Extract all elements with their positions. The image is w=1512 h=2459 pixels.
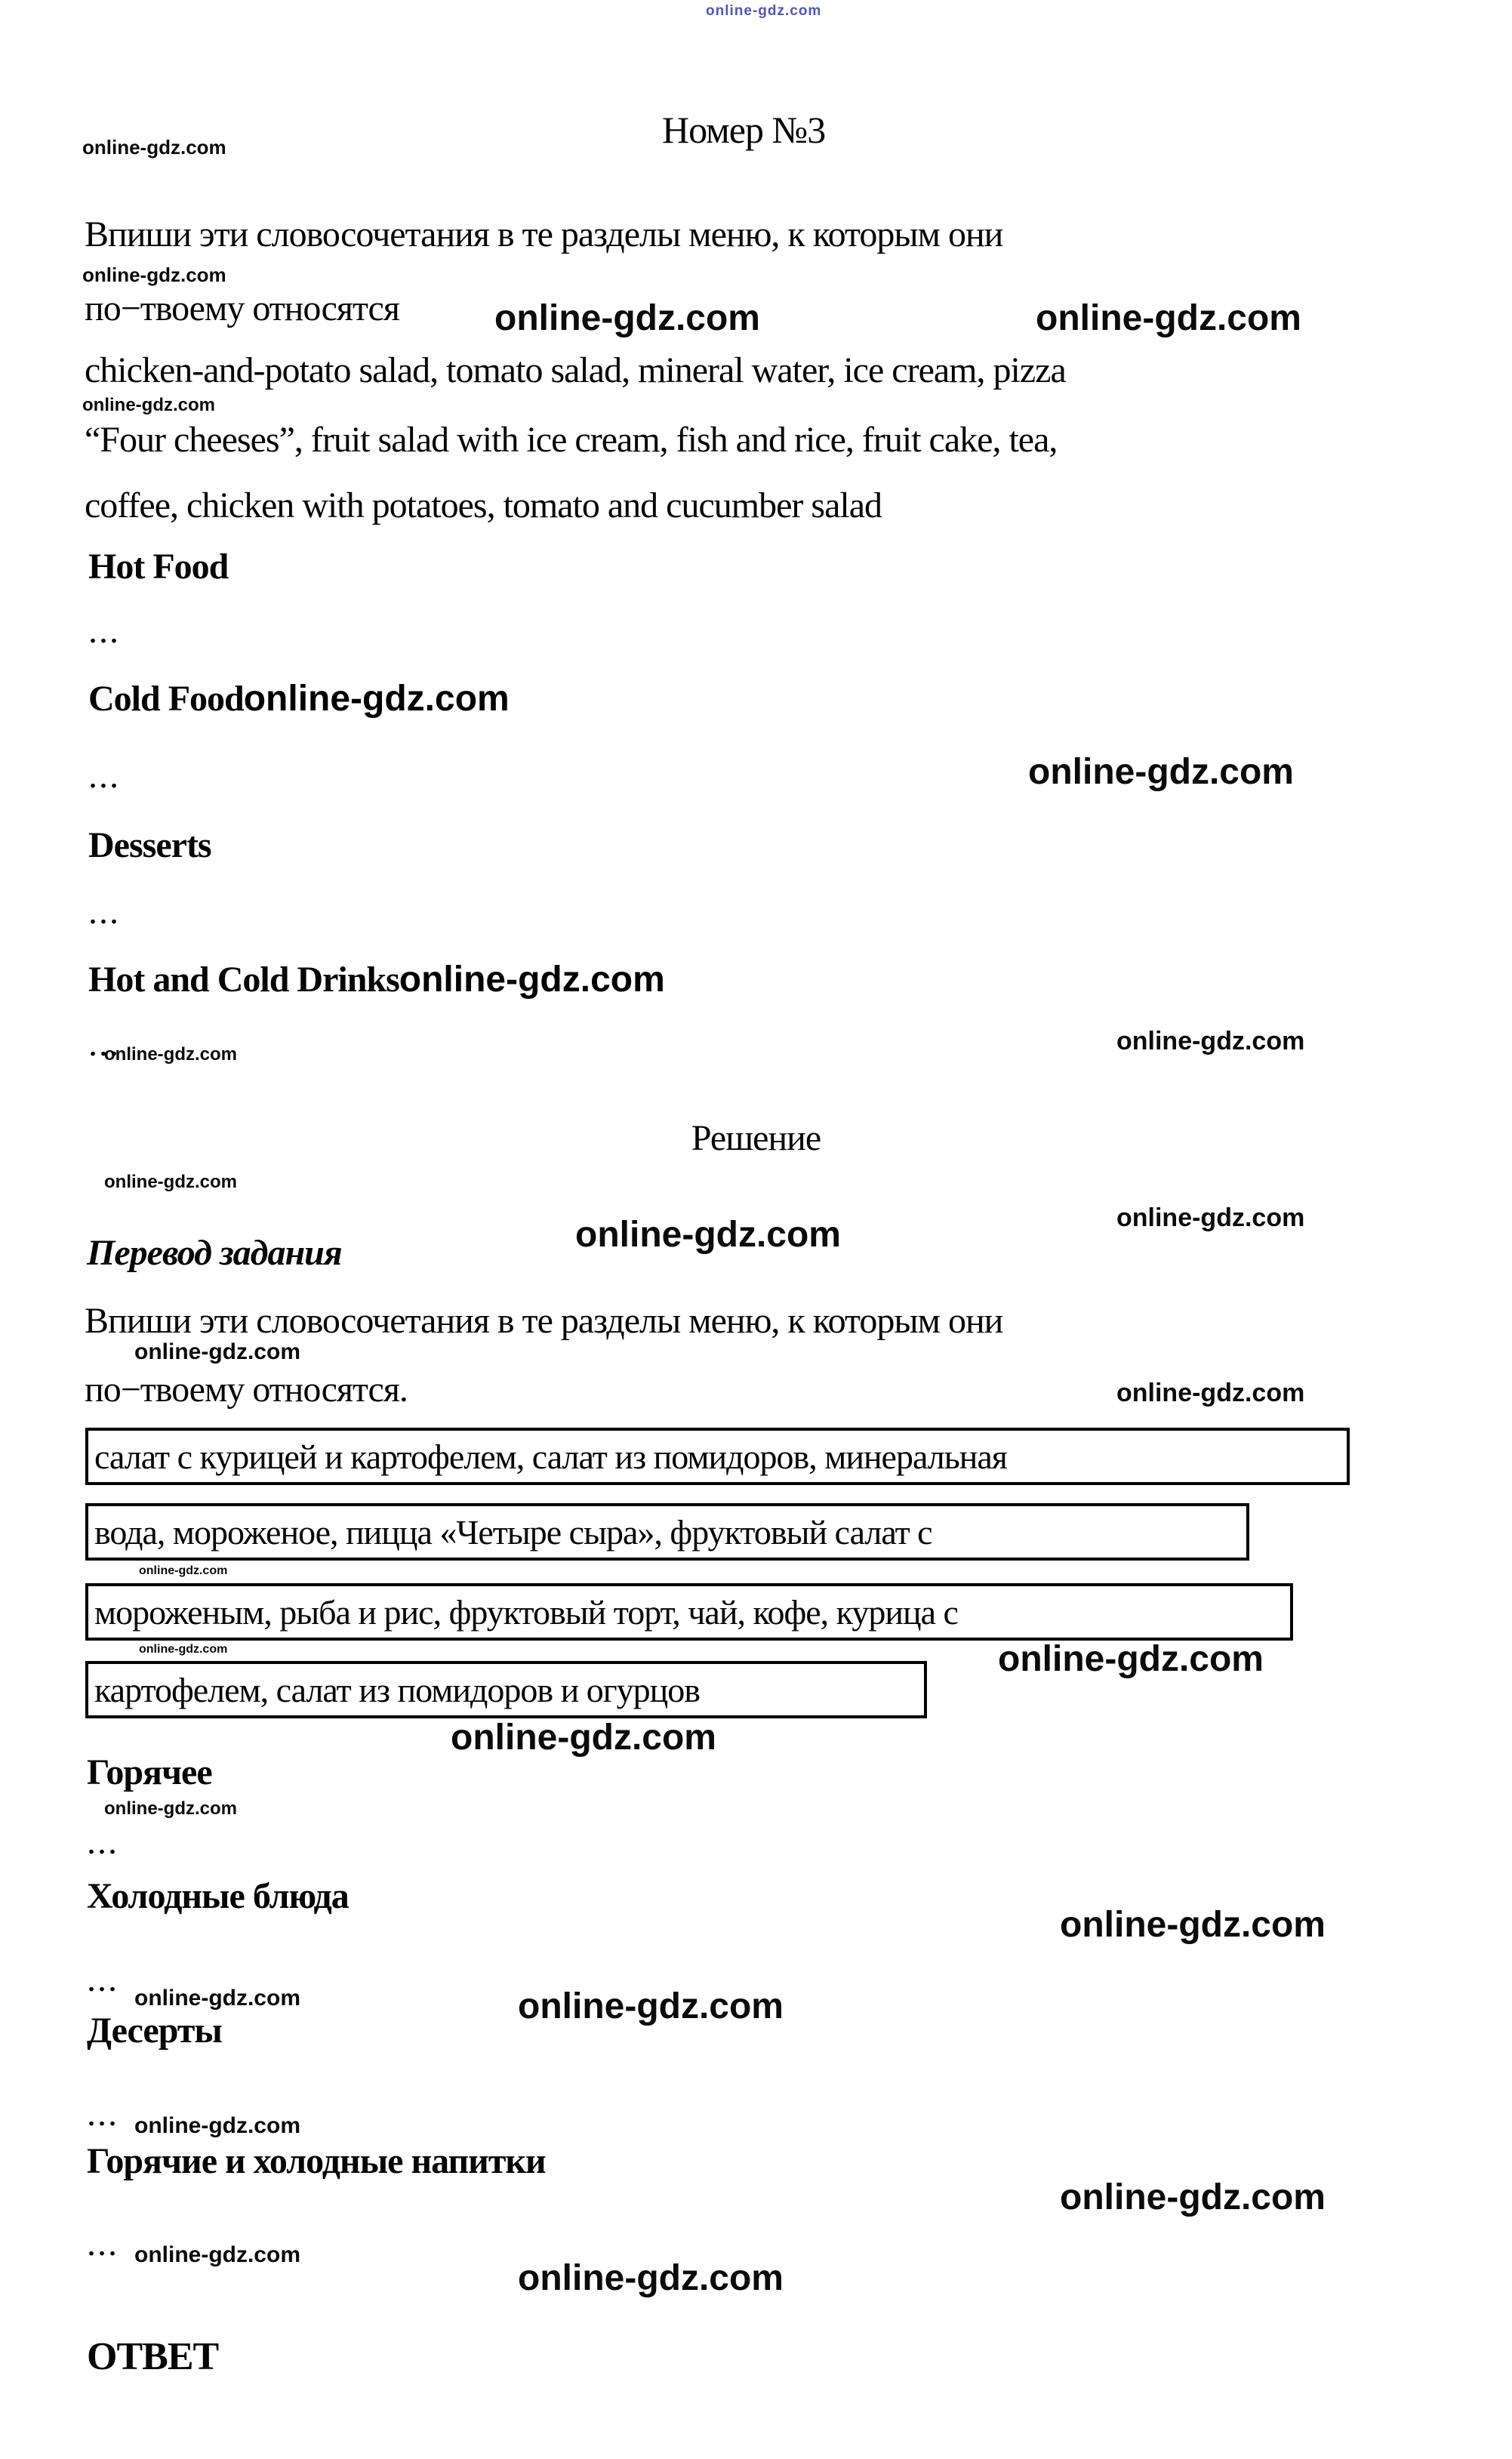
word-box: салат с курицей и картофелем, салат из помидоров, минеральная	[85, 1428, 1350, 1485]
watermark: online-gdz.com	[1028, 752, 1294, 792]
section-label-deserty: Десерты	[87, 2011, 222, 2051]
answer-heading: ОТВЕТ	[87, 2335, 219, 2378]
section-placeholder: ...	[88, 756, 120, 796]
section-label-goryachee: Горячее	[87, 1752, 212, 1792]
translation-heading: Перевод задания	[87, 1233, 342, 1273]
watermark: online-gdz.com	[134, 1986, 300, 2011]
section-placeholder: ...	[88, 892, 120, 932]
word-box: картофелем, салат из помидоров и огурцов	[85, 1661, 927, 1718]
translation-prompt-line2: по−твоему относятся.	[85, 1370, 408, 1410]
section-placeholder: ...	[88, 611, 120, 651]
section-label-text: Cold Food	[88, 679, 244, 719]
word-list-line3: coffee, chicken with potatoes, tomato and cucumber salad	[85, 485, 882, 525]
section-placeholder: ...	[87, 1959, 119, 1999]
watermark: online-gdz.com	[1060, 1905, 1326, 1945]
section-label-text: Hot and Cold Drinks	[88, 960, 399, 1000]
section-label-hot-cold-drinks	[88, 959, 665, 1000]
section-placeholder: ...	[88, 1024, 120, 1064]
watermark: online-gdz.com	[575, 1215, 841, 1255]
watermark: online-gdz.com	[134, 2242, 300, 2267]
watermark: online-gdz.com	[706, 3, 822, 19]
page-title: Номер №3	[662, 109, 826, 151]
watermark: online-gdz.com	[82, 395, 215, 415]
watermark: online-gdz.com	[518, 1986, 784, 2026]
watermark: online-gdz.com	[104, 1172, 237, 1192]
watermark: online-gdz.com	[1060, 2177, 1326, 2217]
section-label-napitki: Горячие и холодные напитки	[87, 2141, 546, 2181]
watermark: online-gdz.com	[134, 2113, 300, 2138]
watermark: online-gdz.com	[494, 298, 760, 338]
section-label-desserts: Desserts	[88, 825, 211, 865]
section-label-cold-food	[88, 678, 510, 720]
watermark: online-gdz.com	[998, 1639, 1264, 1679]
watermark: online-gdz.com	[134, 1339, 300, 1364]
watermark: online-gdz.com	[243, 679, 510, 719]
word-list-line1: chicken-and-potato salad, tomato salad, mineral water, ice cream, pizza	[85, 350, 1066, 390]
watermark: online-gdz.com	[82, 263, 226, 286]
watermark: online-gdz.com	[1036, 298, 1301, 338]
section-placeholder: ...	[87, 2223, 119, 2263]
watermark: online-gdz.com	[518, 2258, 784, 2298]
solution-heading: Решение	[691, 1118, 821, 1158]
word-box: вода, мороженое, пицца «Четыре сыра», фруктовый салат с	[85, 1503, 1249, 1561]
watermark: online-gdz.com	[104, 1044, 237, 1065]
section-label-holodnye-blyuda: Холодные блюда	[87, 1876, 349, 1916]
watermark: online-gdz.com	[1116, 1203, 1305, 1232]
watermark: online-gdz.com	[451, 1718, 716, 1758]
word-list-line2: “Four cheeses”, fruit salad with ice cream, fish and rice, fruit cake, tea,	[85, 420, 1058, 460]
watermark: online-gdz.com	[139, 1643, 228, 1656]
watermark: online-gdz.com	[1116, 1027, 1305, 1055]
section-placeholder: ...	[87, 1822, 119, 1862]
watermark: online-gdz.com	[399, 960, 665, 1000]
watermark: online-gdz.com	[1116, 1379, 1305, 1407]
section-placeholder: ...	[87, 2094, 119, 2134]
word-box: мороженым, рыба и рис, фруктовый торт, чай, кофе, курица с	[85, 1583, 1293, 1641]
section-label-hot-food: Hot Food	[88, 547, 229, 587]
task-prompt-line2: по−твоему относятся	[85, 288, 399, 328]
task-prompt-line1: Впиши эти словосочетания в те разделы меню, к которым они	[85, 214, 1003, 254]
watermark: online-gdz.com	[82, 136, 226, 159]
watermark: online-gdz.com	[104, 1798, 237, 1819]
watermark: online-gdz.com	[139, 1564, 228, 1577]
translation-prompt-line1: Впиши эти словосочетания в те разделы меню, к которым они	[85, 1301, 1003, 1341]
